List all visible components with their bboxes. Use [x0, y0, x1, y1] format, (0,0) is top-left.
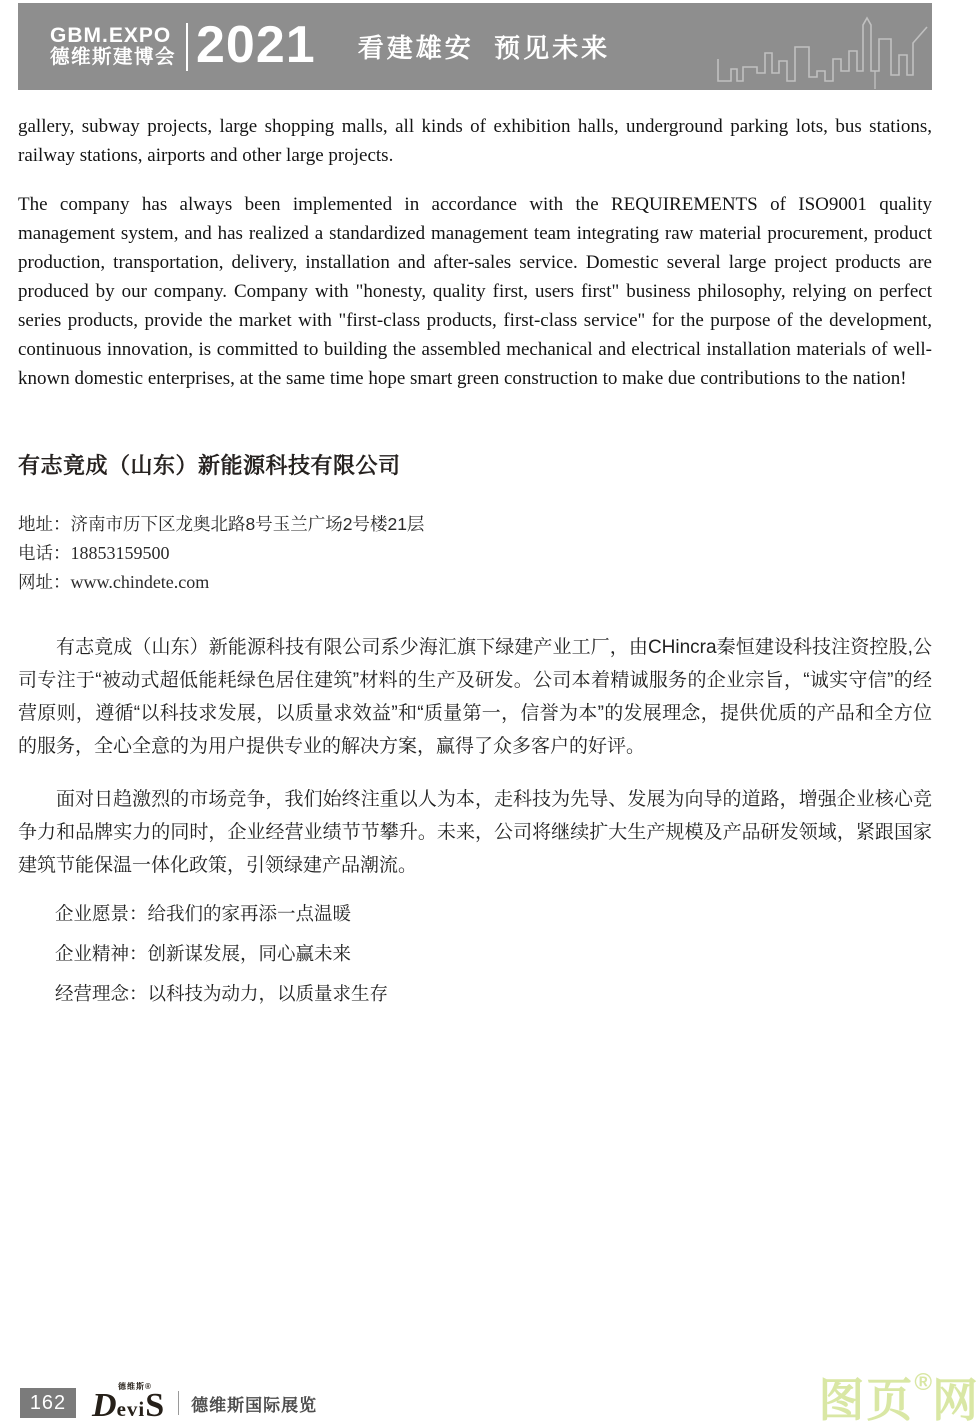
header-banner [18, 3, 932, 90]
profile-paragraph-2: 面对日趋激烈的市场竞争，我们始终注重以人为本，走科技为先导、发展为向导的道路，增强企业核心竞争力和品牌实力的同时，企业经营业绩节节攀升。未来，公司将继续扩大生产规模及产品研发领域，紧跟国家建筑节能保温一体化政策，引领绿建产品潮流。 [18, 789, 932, 876]
footer-divider [178, 1391, 179, 1415]
philosophy-line: 经营理念：以科技为动力，以质量求生存 [55, 983, 389, 1004]
phone-value: 18853159500 [70, 543, 170, 563]
phone-label: 电话： [18, 543, 71, 563]
website-label: 网址： [18, 572, 71, 592]
devis-logo-letters-evi: evi [116, 1397, 146, 1421]
expo-tagline: 看建雄安 预见未来 [357, 33, 611, 63]
devis-logo-letter-s: S [145, 1387, 165, 1422]
registered-mark-icon: ® [914, 1369, 932, 1397]
expo-brand [50, 25, 176, 69]
spirit-line: 企业精神：创新谋发展，同心赢未来 [55, 943, 352, 964]
company-name-heading: 有志竟成（山东）新能源科技有限公司 [18, 453, 401, 478]
contact-info [18, 510, 932, 597]
website-line [18, 568, 932, 597]
watermark-text-right: 网 [932, 1374, 980, 1422]
tuyewang-watermark [818, 1370, 980, 1422]
profile-paragraph-1: 有志竟成（山东）新能源科技有限公司系少海汇旗下绿建产业工厂，由CHincra秦恒建设科技注资控股,公司专注于“被动式超低能耗绿色居住建筑”材料的生产及研发。公司本着精诚服务的企业宗旨，“诚实守信”的经营原则，遵循“以科技求发展，以质量求效益”和“质量第一，信誉为本”的发展理念，提供优质的产品和全方位的服务，全心全意的为用户提供专业的解决方案，赢得了众多客户的好评。 [18, 637, 932, 757]
brand-name-cn: 德维斯建博会 [50, 46, 177, 69]
devis-logo-letter-d: D [92, 1387, 117, 1422]
brand-divider [186, 23, 188, 71]
phone-line [18, 539, 932, 568]
city-skyline-icon [715, 15, 930, 90]
page-footer [20, 1382, 318, 1422]
english-paragraph-1: gallery, subway projects, large shopping malls, all kinds of exhibition halls, underground parking lots, bus stations, railway stations, airports and other large projects. [18, 116, 932, 166]
address-line [18, 510, 932, 539]
devis-logo [92, 1383, 164, 1422]
expo-year: 2021 [196, 15, 316, 74]
devis-logo-small-text: 德维斯® [118, 1382, 152, 1391]
address-value: 济南市历下区龙奥北路8号玉兰广场2号楼21层 [70, 514, 425, 534]
watermark-text-left: 图页 [818, 1374, 915, 1422]
page-content [18, 112, 932, 1003]
footer-company-label: 德维斯国际展览 [191, 1395, 318, 1415]
english-paragraph-2: The company has always been implemented in accordance with the REQUIREMENTS of ISO9001 quality management system, and has realized a standardized management team integrating raw material procurement, product production, transportation, delivery, installation and after-sales service. Domestic several large project products are produced by our company. Company with "honesty, quality first, users first" business philosophy, relying on perfect series products, provide the market with "first-class products, first-class service" for the purpose of the development, continuous innovation, is committed to building the assembled mechanical and electrical installation materials of well-known domestic enterprises, at the same time hope smart green construction to make due contributions to the nation! [18, 194, 932, 389]
vision-line: 企业愿景：给我们的家再添一点温暖 [55, 903, 352, 924]
address-label: 地址： [18, 514, 71, 534]
website-value[interactable]: www.chindete.com [70, 572, 210, 592]
page-number-badge: 162 [20, 1388, 76, 1418]
brand-name-en: GBM.EXPO [50, 23, 172, 47]
corporate-values [18, 904, 932, 1003]
